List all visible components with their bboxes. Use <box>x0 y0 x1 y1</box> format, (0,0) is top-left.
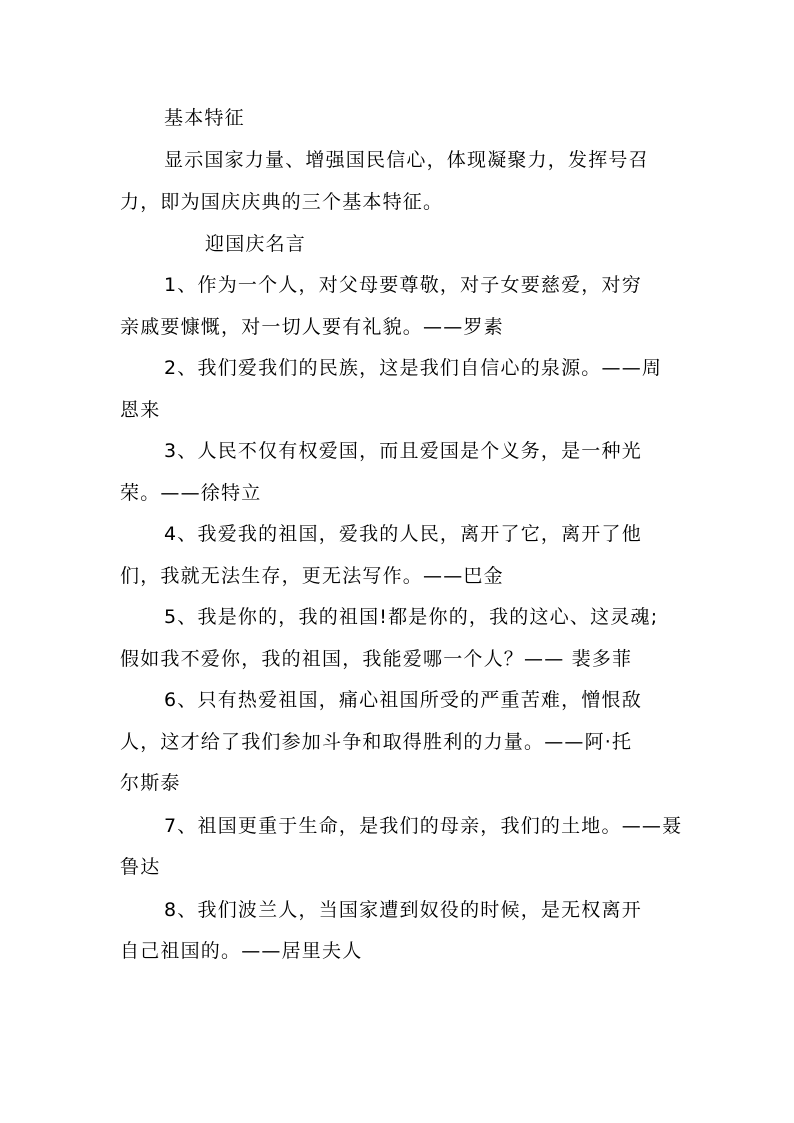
quote-line: 4、我爱我的祖国，爱我的人民，离开了它，离开了他 <box>164 523 642 545</box>
quote-line: 假如我不爱你，我的祖国，我能爱哪一个人？—— 裴多菲 <box>120 648 633 670</box>
quote-line: 1、作为一个人，对父母要尊敬，对子女要慈爱，对穷 <box>164 274 642 296</box>
quote-line: 2、我们爱我们的民族，这是我们自信心的泉源。——周 <box>164 357 663 379</box>
quote-line: 3、人民不仅有权爱国，而且爱国是个义务，是一种光 <box>164 440 642 462</box>
quotes-title: 迎国庆名言 <box>205 233 307 255</box>
quote-line: 尔斯泰 <box>120 772 181 794</box>
section-title: 基本特征 <box>164 107 245 129</box>
quote-line: 们，我就无法生存，更无法写作。——巴金 <box>120 565 504 587</box>
quote-line: 荣。——徐特立 <box>120 482 262 504</box>
quote-line: 5、我是你的，我的祖国!都是你的，我的这心、这灵魂; <box>164 606 659 628</box>
intro-line: 力，即为国庆庆典的三个基本特征。 <box>120 191 444 213</box>
intro-line: 显示国家力量、增强国民信心，体现凝聚力，发挥号召 <box>164 149 649 171</box>
quote-line: 6、只有热爱祖国，痛心祖国所受的严重苦难，憎恨敌 <box>164 689 642 711</box>
quote-line: 亲戚要慷慨，对一切人要有礼貌。——罗素 <box>120 316 504 338</box>
quote-line: 人，这才给了我们参加斗争和取得胜利的力量。——阿·托 <box>120 731 633 753</box>
quote-line: 鲁达 <box>120 856 161 878</box>
quote-line: 7、祖国更重于生命，是我们的母亲，我们的土地。——聂 <box>164 815 683 837</box>
quote-line: 8、我们波兰人，当国家遭到奴役的时候，是无权离开 <box>164 899 642 921</box>
quote-line: 自己祖国的。——居里夫人 <box>120 940 363 962</box>
quote-line: 恩来 <box>120 399 161 421</box>
